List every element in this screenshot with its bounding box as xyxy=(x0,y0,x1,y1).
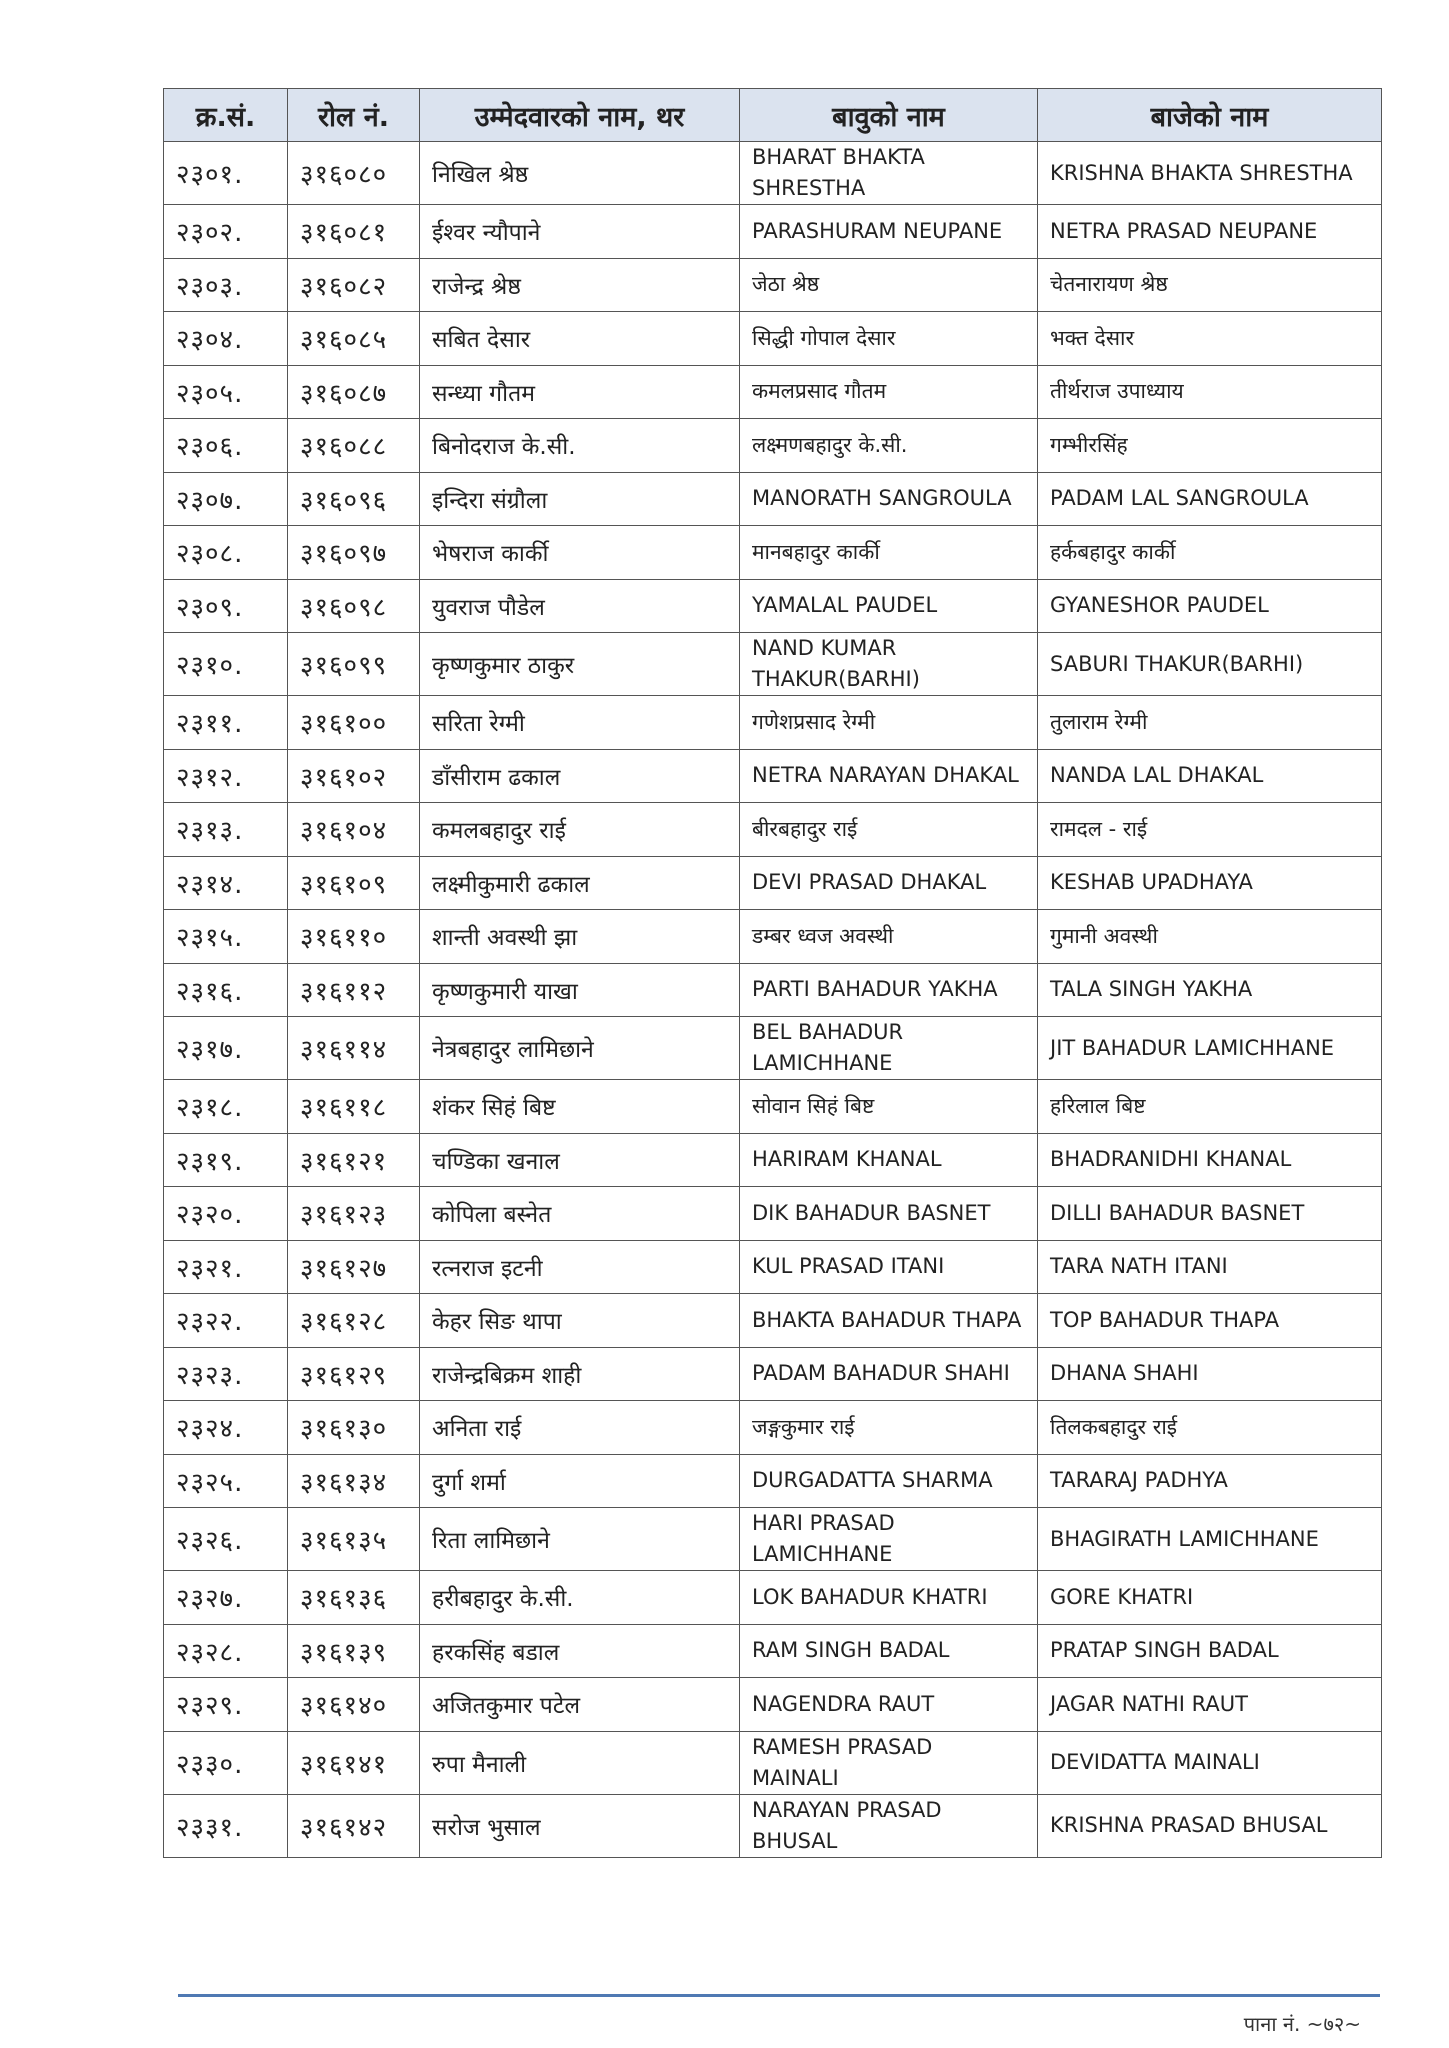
roll-no-cell: ३१६१०२ xyxy=(288,749,420,803)
candidate-name-cell: निखिल श्रेष्ठ xyxy=(420,142,740,205)
serial-no-cell: २३०७. xyxy=(164,472,288,526)
father-name-cell: BHARAT BHAKTA SHRESTHA xyxy=(740,142,1038,205)
serial-no-cell: २३२१. xyxy=(164,1240,288,1294)
header-father-name: बावुको नाम xyxy=(740,89,1038,142)
candidate-name-cell: सरिता रेग्मी xyxy=(420,696,740,750)
roll-no-cell: ३१६११८ xyxy=(288,1080,420,1134)
father-name-cell: NAGENDRA RAUT xyxy=(740,1678,1038,1732)
table-row xyxy=(164,1624,1382,1678)
candidate-name-cell: दुर्गा शर्मा xyxy=(420,1454,740,1508)
grandfather-name-cell: TOP BAHADUR THAPA xyxy=(1038,1294,1382,1348)
serial-no-cell: २३१७. xyxy=(164,1017,288,1080)
candidate-name-cell: राजेन्द्र श्रेष्ठ xyxy=(420,258,740,312)
father-name-cell: NAND KUMAR THAKUR(BARHI) xyxy=(740,633,1038,696)
candidate-name-cell: राजेन्द्रबिक्रम शाही xyxy=(420,1347,740,1401)
serial-no-cell: २३२२. xyxy=(164,1294,288,1348)
candidate-name-cell: कमलबहादुर राई xyxy=(420,803,740,857)
grandfather-name-cell: BHADRANIDHI KHANAL xyxy=(1038,1133,1382,1187)
father-name-cell: सोवान सिहं बिष्ट xyxy=(740,1080,1038,1134)
roll-no-cell: ३१६१२८ xyxy=(288,1294,420,1348)
father-name-cell: HARI PRASAD LAMICHHANE xyxy=(740,1508,1038,1571)
father-name-cell: DEVI PRASAD DHAKAL xyxy=(740,856,1038,910)
father-name-cell: MANORATH SANGROULA xyxy=(740,472,1038,526)
table-row xyxy=(164,579,1382,633)
table-row xyxy=(164,419,1382,473)
grandfather-name-cell: PADAM LAL SANGROULA xyxy=(1038,472,1382,526)
grandfather-name-cell: PRATAP SINGH BADAL xyxy=(1038,1624,1382,1678)
roll-no-cell: ३१६०८८ xyxy=(288,419,420,473)
candidate-name-cell: रत्नराज इटनी xyxy=(420,1240,740,1294)
serial-no-cell: २३३१. xyxy=(164,1794,288,1857)
grandfather-name-cell: तुलाराम रेग्मी xyxy=(1038,696,1382,750)
serial-no-cell: २३३०. xyxy=(164,1731,288,1794)
table-header xyxy=(164,89,1382,142)
serial-no-cell: २३२९. xyxy=(164,1678,288,1732)
roll-no-cell: ३१६११० xyxy=(288,910,420,964)
candidate-name-cell: केहर सिङ थापा xyxy=(420,1294,740,1348)
candidate-name-cell: सरोज भुसाल xyxy=(420,1794,740,1857)
father-name-cell: जेठा श्रेष्ठ xyxy=(740,258,1038,312)
table-row xyxy=(164,1080,1382,1134)
father-name-cell: कमलप्रसाद गौतम xyxy=(740,365,1038,419)
serial-no-cell: २३०४. xyxy=(164,312,288,366)
serial-no-cell: २३१४. xyxy=(164,856,288,910)
roll-no-cell: ३१६१३९ xyxy=(288,1624,420,1678)
roll-no-cell: ३१६०९६ xyxy=(288,472,420,526)
roll-no-cell: ३१६०८७ xyxy=(288,365,420,419)
father-name-cell: RAM SINGH BADAL xyxy=(740,1624,1038,1678)
father-name-cell: लक्ष्मणबहादुर के.सी. xyxy=(740,419,1038,473)
father-name-cell: डम्बर ध्वज अवस्थी xyxy=(740,910,1038,964)
father-name-cell: YAMALAL PAUDEL xyxy=(740,579,1038,633)
candidate-name-cell: नेत्रबहादुर लामिछाने xyxy=(420,1017,740,1080)
candidate-name-cell: रुपा मैनाली xyxy=(420,1731,740,1794)
serial-no-cell: २३२८. xyxy=(164,1624,288,1678)
candidate-name-cell: कोपिला बस्नेत xyxy=(420,1187,740,1241)
serial-no-cell: २३०८. xyxy=(164,526,288,580)
grandfather-name-cell: DILLI BAHADUR BASNET xyxy=(1038,1187,1382,1241)
grandfather-name-cell: गुमानी अवस्थी xyxy=(1038,910,1382,964)
grandfather-name-cell: भक्त देसार xyxy=(1038,312,1382,366)
table-row xyxy=(164,1187,1382,1241)
roll-no-cell: ३१६१३० xyxy=(288,1401,420,1455)
serial-no-cell: २३०१. xyxy=(164,142,288,205)
father-name-cell: PARTI BAHADUR YAKHA xyxy=(740,963,1038,1017)
candidate-name-cell: हरीबहादुर के.सी. xyxy=(420,1571,740,1625)
grandfather-name-cell: DHANA SHAHI xyxy=(1038,1347,1382,1401)
father-name-cell: BHAKTA BAHADUR THAPA xyxy=(740,1294,1038,1348)
candidate-name-cell: इन्दिरा संग्रौला xyxy=(420,472,740,526)
serial-no-cell: २३२०. xyxy=(164,1187,288,1241)
table-row xyxy=(164,696,1382,750)
table-row xyxy=(164,963,1382,1017)
roll-no-cell: ३१६१३५ xyxy=(288,1508,420,1571)
serial-no-cell: २३१९. xyxy=(164,1133,288,1187)
father-name-cell: सिद्धी गोपाल देसार xyxy=(740,312,1038,366)
grandfather-name-cell: TALA SINGH YAKHA xyxy=(1038,963,1382,1017)
table-row xyxy=(164,1794,1382,1857)
father-name-cell: DURGADATTA SHARMA xyxy=(740,1454,1038,1508)
candidate-name-cell: हरकसिंह बडाल xyxy=(420,1624,740,1678)
table-row xyxy=(164,1240,1382,1294)
roll-no-cell: ३१६०८० xyxy=(288,142,420,205)
serial-no-cell: २३०३. xyxy=(164,258,288,312)
table-row xyxy=(164,633,1382,696)
candidate-name-cell: डाँसीराम ढकाल xyxy=(420,749,740,803)
roll-no-cell: ३१६११४ xyxy=(288,1017,420,1080)
serial-no-cell: २३२४. xyxy=(164,1401,288,1455)
roll-no-cell: ३१६०९९ xyxy=(288,633,420,696)
header-candidate-name: उम्मेदवारको नाम, थर xyxy=(420,89,740,142)
roll-no-cell: ३१६१०४ xyxy=(288,803,420,857)
header-row xyxy=(164,89,1382,142)
father-name-cell: HARIRAM KHANAL xyxy=(740,1133,1038,1187)
table-row xyxy=(164,1294,1382,1348)
table-row xyxy=(164,205,1382,259)
table-body xyxy=(164,142,1382,1858)
table-row xyxy=(164,803,1382,857)
table-row xyxy=(164,526,1382,580)
table-row xyxy=(164,856,1382,910)
grandfather-name-cell: तीर्थराज उपाध्याय xyxy=(1038,365,1382,419)
father-name-cell: मानबहादुर कार्की xyxy=(740,526,1038,580)
father-name-cell: PADAM BAHADUR SHAHI xyxy=(740,1347,1038,1401)
grandfather-name-cell: हरिलाल बिष्ट xyxy=(1038,1080,1382,1134)
father-name-cell: RAMESH PRASAD MAINALI xyxy=(740,1731,1038,1794)
father-name-cell: LOK BAHADUR KHATRI xyxy=(740,1571,1038,1625)
serial-no-cell: २३२७. xyxy=(164,1571,288,1625)
serial-no-cell: २३१५. xyxy=(164,910,288,964)
header-roll-no: रोल नं. xyxy=(288,89,420,142)
table-row xyxy=(164,142,1382,205)
roll-no-cell: ३१६१३४ xyxy=(288,1454,420,1508)
father-name-cell: बीरबहादुर राई xyxy=(740,803,1038,857)
father-name-cell: BEL BAHADUR LAMICHHANE xyxy=(740,1017,1038,1080)
table-row xyxy=(164,1401,1382,1455)
roll-no-cell: ३१६०८२ xyxy=(288,258,420,312)
table-row xyxy=(164,749,1382,803)
roll-no-cell: ३१६१०९ xyxy=(288,856,420,910)
roll-no-cell: ३१६१२१ xyxy=(288,1133,420,1187)
serial-no-cell: २३०९. xyxy=(164,579,288,633)
roll-no-cell: ३१६१२७ xyxy=(288,1240,420,1294)
candidate-name-cell: शंकर सिहं बिष्ट xyxy=(420,1080,740,1134)
father-name-cell: PARASHURAM NEUPANE xyxy=(740,205,1038,259)
grandfather-name-cell: KRISHNA BHAKTA SHRESTHA xyxy=(1038,142,1382,205)
grandfather-name-cell: गम्भीरसिंह xyxy=(1038,419,1382,473)
serial-no-cell: २३१०. xyxy=(164,633,288,696)
page-number: पाना नं. ~७२~ xyxy=(1243,2012,1361,2036)
serial-no-cell: २३१३. xyxy=(164,803,288,857)
roll-no-cell: ३१६०८५ xyxy=(288,312,420,366)
candidate-name-cell: सन्ध्या गौतम xyxy=(420,365,740,419)
grandfather-name-cell: NETRA PRASAD NEUPANE xyxy=(1038,205,1382,259)
grandfather-name-cell: TARA NATH ITANI xyxy=(1038,1240,1382,1294)
roll-no-cell: ३१६११२ xyxy=(288,963,420,1017)
candidate-name-cell: बिनोदराज के.सी. xyxy=(420,419,740,473)
table-row xyxy=(164,1454,1382,1508)
table-row xyxy=(164,1347,1382,1401)
serial-no-cell: २३११. xyxy=(164,696,288,750)
candidate-table xyxy=(163,88,1382,1858)
roll-no-cell: ३१६१२९ xyxy=(288,1347,420,1401)
table-row xyxy=(164,258,1382,312)
grandfather-name-cell: JAGAR NATHI RAUT xyxy=(1038,1678,1382,1732)
table-row xyxy=(164,1678,1382,1732)
candidate-name-cell: शान्ती अवस्थी झा xyxy=(420,910,740,964)
candidate-name-cell: कृष्णकुमार ठाकुर xyxy=(420,633,740,696)
table-row xyxy=(164,365,1382,419)
serial-no-cell: २३०६. xyxy=(164,419,288,473)
grandfather-name-cell: JIT BAHADUR LAMICHHANE xyxy=(1038,1017,1382,1080)
roll-no-cell: ३१६०८१ xyxy=(288,205,420,259)
grandfather-name-cell: GYANESHOR PAUDEL xyxy=(1038,579,1382,633)
father-name-cell: NARAYAN PRASAD BHUSAL xyxy=(740,1794,1038,1857)
serial-no-cell: २३०२. xyxy=(164,205,288,259)
candidate-name-cell: चण्डिका खनाल xyxy=(420,1133,740,1187)
table-row xyxy=(164,312,1382,366)
candidate-name-cell: कृष्णकुमारी याखा xyxy=(420,963,740,1017)
grandfather-name-cell: रामदल - राई xyxy=(1038,803,1382,857)
candidate-name-cell: भेषराज कार्की xyxy=(420,526,740,580)
candidate-name-cell: ईश्वर न्यौपाने xyxy=(420,205,740,259)
roll-no-cell: ३१६१०० xyxy=(288,696,420,750)
serial-no-cell: २३१८. xyxy=(164,1080,288,1134)
table-row xyxy=(164,472,1382,526)
serial-no-cell: २३२५. xyxy=(164,1454,288,1508)
table-row xyxy=(164,1017,1382,1080)
header-grandfather-name: बाजेको नाम xyxy=(1038,89,1382,142)
grandfather-name-cell: हर्कबहादुर कार्की xyxy=(1038,526,1382,580)
grandfather-name-cell: KESHAB UPADHAYA xyxy=(1038,856,1382,910)
roll-no-cell: ३१६०९८ xyxy=(288,579,420,633)
candidate-name-cell: रिता लामिछाने xyxy=(420,1508,740,1571)
father-name-cell: DIK BAHADUR BASNET xyxy=(740,1187,1038,1241)
father-name-cell: गणेशप्रसाद रेग्मी xyxy=(740,696,1038,750)
serial-no-cell: २३१२. xyxy=(164,749,288,803)
serial-no-cell: २३०५. xyxy=(164,365,288,419)
footer-divider xyxy=(178,1994,1380,1997)
roll-no-cell: ३१६१३६ xyxy=(288,1571,420,1625)
candidate-name-cell: युवराज पौडेल xyxy=(420,579,740,633)
candidate-name-cell: लक्ष्मीकुमारी ढकाल xyxy=(420,856,740,910)
grandfather-name-cell: GORE KHATRI xyxy=(1038,1571,1382,1625)
roll-no-cell: ३१६१२३ xyxy=(288,1187,420,1241)
father-name-cell: NETRA NARAYAN DHAKAL xyxy=(740,749,1038,803)
father-name-cell: जङ्गकुमार राई xyxy=(740,1401,1038,1455)
roll-no-cell: ३१६१४० xyxy=(288,1678,420,1732)
grandfather-name-cell: DEVIDATTA MAINALI xyxy=(1038,1731,1382,1794)
grandfather-name-cell: TARARAJ PADHYA xyxy=(1038,1454,1382,1508)
father-name-cell: KUL PRASAD ITANI xyxy=(740,1240,1038,1294)
grandfather-name-cell: तिलकबहादुर राई xyxy=(1038,1401,1382,1455)
table-row xyxy=(164,1508,1382,1571)
table-row xyxy=(164,1731,1382,1794)
serial-no-cell: २३२६. xyxy=(164,1508,288,1571)
grandfather-name-cell: KRISHNA PRASAD BHUSAL xyxy=(1038,1794,1382,1857)
candidate-name-cell: अजितकुमार पटेल xyxy=(420,1678,740,1732)
grandfather-name-cell: चेतनारायण श्रेष्ठ xyxy=(1038,258,1382,312)
roll-no-cell: ३१६०९७ xyxy=(288,526,420,580)
roll-no-cell: ३१६१४२ xyxy=(288,1794,420,1857)
table-row xyxy=(164,910,1382,964)
table-row xyxy=(164,1133,1382,1187)
serial-no-cell: २३२३. xyxy=(164,1347,288,1401)
grandfather-name-cell: SABURI THAKUR(BARHI) xyxy=(1038,633,1382,696)
candidate-name-cell: अनिता राई xyxy=(420,1401,740,1455)
grandfather-name-cell: NANDA LAL DHAKAL xyxy=(1038,749,1382,803)
header-serial-no: क्र.सं. xyxy=(164,89,288,142)
roll-no-cell: ३१६१४१ xyxy=(288,1731,420,1794)
serial-no-cell: २३१६. xyxy=(164,963,288,1017)
grandfather-name-cell: BHAGIRATH LAMICHHANE xyxy=(1038,1508,1382,1571)
candidate-name-cell: सबित देसार xyxy=(420,312,740,366)
table-row xyxy=(164,1571,1382,1625)
